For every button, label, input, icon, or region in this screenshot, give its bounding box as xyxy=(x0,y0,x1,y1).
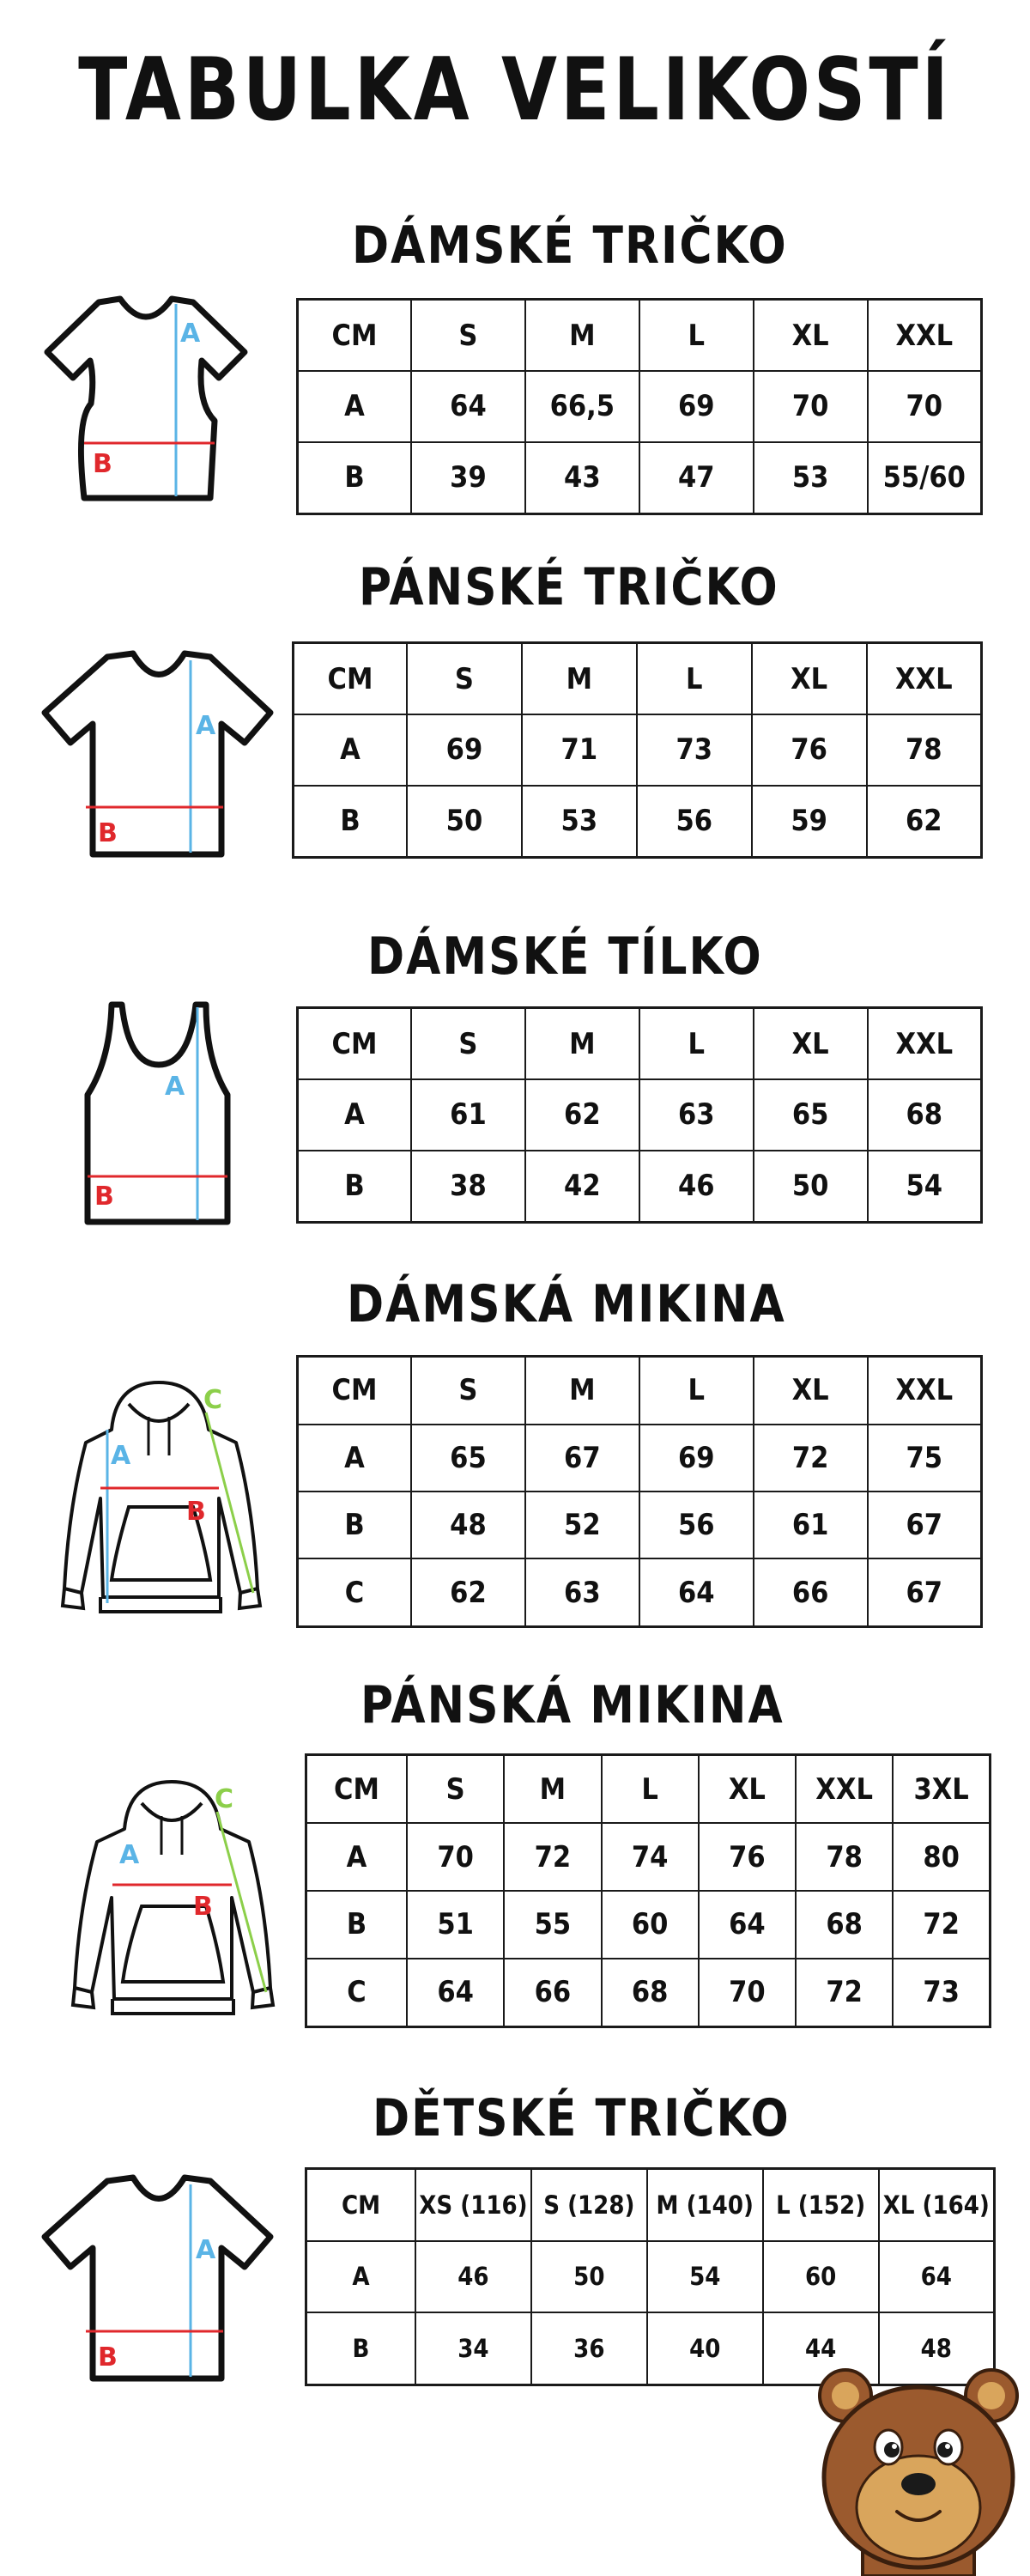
section-title-kids-tshirt: DĚTSKÉ TRIČKO xyxy=(373,2089,791,2148)
table-cell: 47 xyxy=(639,442,754,514)
table-cell: 70 xyxy=(868,371,982,442)
table-cell: 64 xyxy=(699,1891,796,1959)
table-cell: 64 xyxy=(879,2241,995,2312)
section-title-womens-hoodie: DÁMSKÁ MIKINA xyxy=(347,1275,786,1334)
table-cell: S xyxy=(411,1008,525,1080)
table-row xyxy=(306,2169,995,2241)
table-cell: 74 xyxy=(602,1823,699,1891)
table-cell: M xyxy=(525,1008,639,1080)
table-cell: B xyxy=(306,2312,416,2385)
table-cell: XL (164) xyxy=(879,2169,995,2241)
mens-hoodie-icon xyxy=(56,1777,288,2022)
table-row xyxy=(298,1008,982,1080)
table-cell: 44 xyxy=(763,2312,879,2385)
table-cell: 63 xyxy=(525,1558,639,1626)
table-cell: M xyxy=(525,1357,639,1425)
table-cell: 55 xyxy=(504,1891,601,1959)
table-row xyxy=(294,786,982,858)
table-cell: 65 xyxy=(754,1079,868,1151)
table-cell: 50 xyxy=(754,1151,868,1223)
table-row xyxy=(298,1425,982,1492)
table-cell: 78 xyxy=(867,714,982,786)
table-cell: 78 xyxy=(796,1823,893,1891)
table-cell: 42 xyxy=(525,1151,639,1223)
table-cell: XL xyxy=(754,1357,868,1425)
svg-text:B: B xyxy=(93,449,112,479)
table-cell: C xyxy=(298,1558,412,1626)
table-cell: 59 xyxy=(752,786,867,858)
table-cell: B xyxy=(294,786,408,858)
table-cell: 64 xyxy=(407,1959,504,2027)
table-cell: 36 xyxy=(531,2312,647,2385)
table-cell: B xyxy=(298,1492,412,1558)
svg-text:A: A xyxy=(196,2235,216,2265)
svg-text:B: B xyxy=(98,818,118,848)
size-table-mens-hoodie xyxy=(305,1753,991,2028)
section-title-tank-top: DÁMSKÉ TÍLKO xyxy=(367,927,763,987)
table-cell: 67 xyxy=(525,1425,639,1492)
table-cell: 67 xyxy=(868,1492,982,1558)
table-cell: A xyxy=(298,1079,412,1151)
table-cell: 70 xyxy=(407,1823,504,1891)
table-cell: S xyxy=(407,1755,504,1824)
table-cell: 68 xyxy=(602,1959,699,2027)
womens-hoodie-icon xyxy=(47,1378,270,1623)
svg-text:A: A xyxy=(165,1072,185,1102)
table-cell: 62 xyxy=(525,1079,639,1151)
table-cell: 65 xyxy=(411,1425,525,1492)
table-cell: CM xyxy=(298,1357,412,1425)
table-cell: 72 xyxy=(893,1891,990,1959)
table-cell: 72 xyxy=(796,1959,893,2027)
table-cell: B xyxy=(298,1151,412,1223)
svg-text:C: C xyxy=(203,1385,223,1415)
table-cell: CM xyxy=(298,1008,412,1080)
table-cell: 50 xyxy=(531,2241,647,2312)
table-cell: L (152) xyxy=(763,2169,879,2241)
table-cell: A xyxy=(306,2241,416,2312)
table-cell: 34 xyxy=(415,2312,531,2385)
table-row xyxy=(306,1755,991,1824)
table-cell: 69 xyxy=(407,714,522,786)
table-cell: 48 xyxy=(879,2312,995,2385)
size-table-kids-tshirt xyxy=(305,2167,996,2386)
table-cell: 64 xyxy=(411,371,525,442)
womens-tshirt-icon xyxy=(34,292,258,507)
table-cell: L xyxy=(639,300,754,372)
svg-text:A: A xyxy=(119,1840,140,1870)
table-cell: 66 xyxy=(754,1558,868,1626)
table-cell: 53 xyxy=(754,442,868,514)
table-cell: 67 xyxy=(868,1558,982,1626)
table-cell: 80 xyxy=(893,1823,990,1891)
size-table-tank-top xyxy=(296,1006,983,1224)
table-cell: 64 xyxy=(639,1558,754,1626)
table-cell: XXL xyxy=(868,1357,982,1425)
table-cell: 38 xyxy=(411,1151,525,1223)
table-cell: 48 xyxy=(411,1492,525,1558)
table-cell: 68 xyxy=(868,1079,982,1151)
table-cell: XL xyxy=(752,643,867,715)
table-cell: XL xyxy=(754,1008,868,1080)
table-cell: A xyxy=(298,371,412,442)
table-cell: CM xyxy=(294,643,408,715)
table-cell: XXL xyxy=(867,643,982,715)
table-cell: 66 xyxy=(504,1959,601,2027)
tank-top-icon xyxy=(77,1000,240,1228)
table-cell: 56 xyxy=(639,1492,754,1558)
size-table-womens-tshirt xyxy=(296,298,983,515)
table-cell: 68 xyxy=(796,1891,893,1959)
table-cell: 70 xyxy=(699,1959,796,2027)
table-cell: A xyxy=(298,1425,412,1492)
table-cell: S xyxy=(411,1357,525,1425)
table-cell: B xyxy=(306,1891,408,1959)
page-title: TABULKA VELIKOSTÍ xyxy=(78,39,952,140)
svg-text:A: A xyxy=(180,319,201,349)
table-cell: B xyxy=(298,442,412,514)
table-cell: 69 xyxy=(639,371,754,442)
table-cell: 53 xyxy=(522,786,637,858)
table-cell: 40 xyxy=(647,2312,763,2385)
table-cell: M (140) xyxy=(647,2169,763,2241)
table-cell: 55/60 xyxy=(868,442,982,514)
table-cell: 54 xyxy=(868,1151,982,1223)
table-cell: 73 xyxy=(637,714,752,786)
table-cell: 54 xyxy=(647,2241,763,2312)
table-cell: XS (116) xyxy=(415,2169,531,2241)
table-row xyxy=(298,1151,982,1223)
table-cell: A xyxy=(306,1823,408,1891)
table-cell: 61 xyxy=(754,1492,868,1558)
table-cell: 46 xyxy=(415,2241,531,2312)
table-row xyxy=(298,1079,982,1151)
table-row xyxy=(306,1959,991,2027)
table-cell: 76 xyxy=(699,1823,796,1891)
section-title-womens-tshirt: DÁMSKÉ TRIČKO xyxy=(352,216,788,276)
table-cell: S xyxy=(407,643,522,715)
table-cell: 69 xyxy=(639,1425,754,1492)
svg-text:A: A xyxy=(111,1441,131,1471)
mens-tshirt-icon xyxy=(34,648,283,863)
table-cell: CM xyxy=(306,1755,408,1824)
table-row xyxy=(298,1357,982,1425)
table-cell: 62 xyxy=(411,1558,525,1626)
table-cell: M xyxy=(525,300,639,372)
table-cell: 3XL xyxy=(893,1755,990,1824)
svg-text:B: B xyxy=(98,2342,118,2372)
table-cell: S (128) xyxy=(531,2169,647,2241)
table-cell: XXL xyxy=(796,1755,893,1824)
table-cell: 50 xyxy=(407,786,522,858)
table-cell: 60 xyxy=(602,1891,699,1959)
kids-tshirt-icon xyxy=(34,2172,283,2387)
table-cell: M xyxy=(522,643,637,715)
table-cell: 72 xyxy=(504,1823,601,1891)
table-cell: L xyxy=(602,1755,699,1824)
svg-text:B: B xyxy=(94,1182,114,1212)
table-cell: 72 xyxy=(754,1425,868,1492)
table-cell: L xyxy=(639,1008,754,1080)
table-cell: 61 xyxy=(411,1079,525,1151)
table-cell: 63 xyxy=(639,1079,754,1151)
table-cell: XL xyxy=(754,300,868,372)
table-cell: 76 xyxy=(752,714,867,786)
table-row xyxy=(298,1492,982,1558)
table-row xyxy=(294,714,982,786)
bear-mascot-icon xyxy=(811,2357,1026,2576)
size-table-womens-hoodie xyxy=(296,1355,983,1628)
table-cell: 66,5 xyxy=(525,371,639,442)
table-cell: 75 xyxy=(868,1425,982,1492)
table-cell: XXL xyxy=(868,1008,982,1080)
table-row xyxy=(306,2241,995,2312)
table-row xyxy=(298,371,982,442)
table-cell: 39 xyxy=(411,442,525,514)
table-cell: C xyxy=(306,1959,408,2027)
table-cell: 71 xyxy=(522,714,637,786)
table-cell: XL xyxy=(699,1755,796,1824)
svg-text:A: A xyxy=(196,711,216,741)
svg-text:B: B xyxy=(186,1497,206,1527)
table-cell: 43 xyxy=(525,442,639,514)
section-title-mens-hoodie: PÁNSKÁ MIKINA xyxy=(360,1676,785,1735)
table-cell: XXL xyxy=(868,300,982,372)
table-cell: L xyxy=(639,1357,754,1425)
table-cell: 46 xyxy=(639,1151,754,1223)
table-cell: 70 xyxy=(754,371,868,442)
table-cell: 73 xyxy=(893,1959,990,2027)
table-row xyxy=(298,1558,982,1626)
table-cell: L xyxy=(637,643,752,715)
table-row xyxy=(298,300,982,372)
table-cell: 62 xyxy=(867,786,982,858)
table-cell: S xyxy=(411,300,525,372)
table-cell: A xyxy=(294,714,408,786)
table-cell: CM xyxy=(298,300,412,372)
svg-text:B: B xyxy=(193,1892,213,1922)
size-table-mens-tshirt xyxy=(292,641,983,859)
svg-text:C: C xyxy=(215,1784,234,1814)
table-row xyxy=(294,643,982,715)
table-row xyxy=(298,442,982,514)
table-cell: 51 xyxy=(407,1891,504,1959)
table-row xyxy=(306,1891,991,1959)
table-cell: 52 xyxy=(525,1492,639,1558)
table-cell: 56 xyxy=(637,786,752,858)
table-cell: M xyxy=(504,1755,601,1824)
section-title-mens-tshirt: PÁNSKÉ TRIČKO xyxy=(359,558,779,617)
table-row xyxy=(306,1823,991,1891)
table-cell: 60 xyxy=(763,2241,879,2312)
table-cell: CM xyxy=(306,2169,416,2241)
